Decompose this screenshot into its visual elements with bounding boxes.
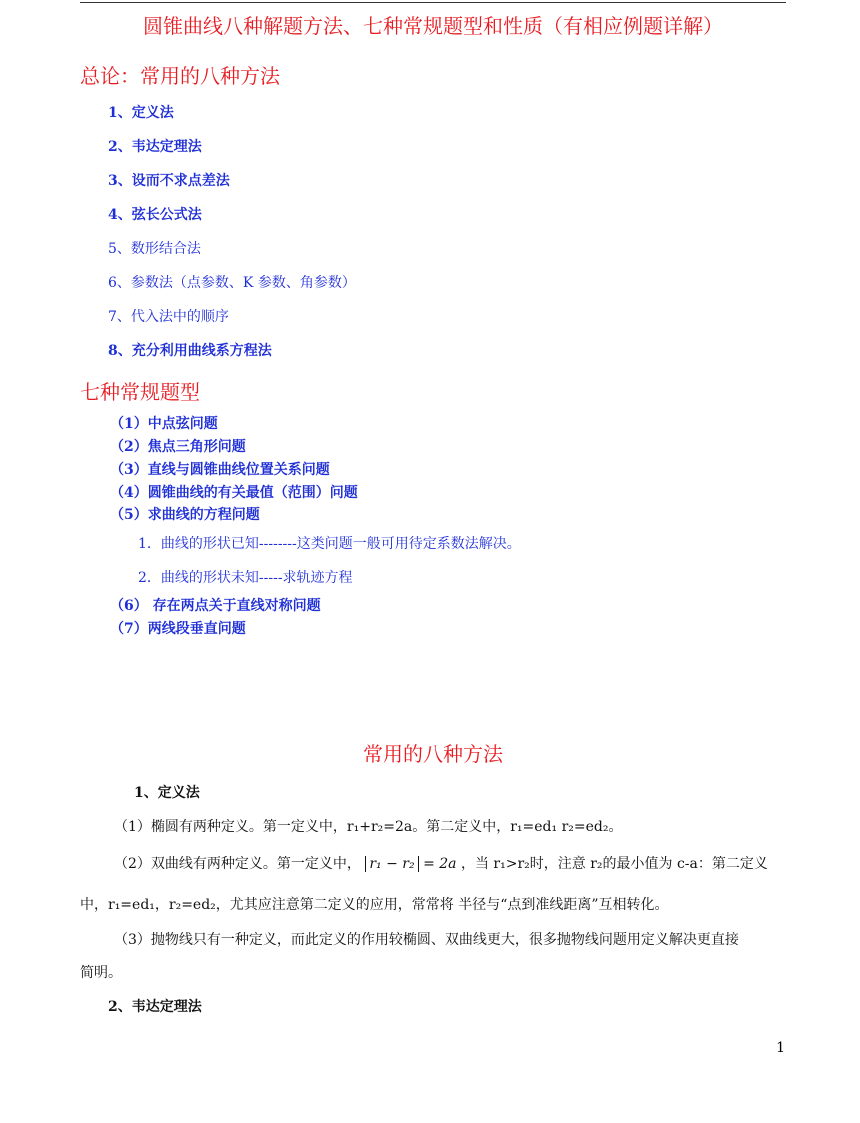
methods-heading: 总论：常用的八种方法	[80, 64, 280, 88]
method-item: 3、设而不求点差法	[108, 173, 230, 189]
paragraph-hyperbola-line2: 中，r₁=ed₁，r₂=ed₂，尤其应注意第二定义的应用，常常将 半径与“点到准线距离”互相转化。	[80, 897, 669, 913]
method-item: 2、韦达定理法	[108, 139, 202, 155]
type-item: （4）圆锥曲线的有关最值（范围）问题	[110, 485, 358, 501]
type-item: （7）两线段垂直问题	[110, 621, 246, 637]
paragraph-text: ，当 r₁>r₂时，注意 r₂的最小值为 c-a：第二定义	[460, 856, 768, 872]
paragraph-parabola-line2: 简明。	[80, 965, 122, 981]
type5-subitem: 1．曲线的形状已知--------这类问题一般可用待定系数法解决。	[138, 536, 521, 552]
types-heading: 七种常规题型	[80, 380, 200, 404]
subsection-heading: 2、韦达定理法	[108, 999, 202, 1015]
abs-formula	[365, 856, 456, 872]
top-rule	[80, 2, 786, 3]
method-item: 1、定义法	[108, 105, 174, 121]
method-item: 7、代入法中的顺序	[108, 309, 229, 325]
page-number: 1	[776, 1040, 785, 1056]
type-item: （1）中点弦问题	[110, 416, 218, 432]
method-item: 5、数形结合法	[108, 241, 201, 257]
method-item: 6、参数法（点参数、K 参数、角参数）	[108, 275, 356, 291]
paragraph-parabola-line1: （3）抛物线只有一种定义，而此定义的作用较椭圆、双曲线更大，很多抛物线问题用定义解决更直接	[114, 932, 739, 948]
paragraph-text: （2）双曲线有两种定义。第一定义中，	[114, 856, 361, 872]
document-title: 圆锥曲线八种解题方法、七种常规题型和性质（有相应例题详解）	[143, 14, 723, 38]
paragraph-hyperbola-line1	[114, 853, 768, 873]
method-item: 4、弦长公式法	[108, 207, 202, 223]
formula-rhs: = 2a	[423, 856, 457, 872]
type-item: （6） 存在两点关于直线对称问题	[110, 598, 321, 614]
type-item: （3）直线与圆锥曲线位置关系问题	[110, 462, 330, 478]
type-item: （2）焦点三角形问题	[110, 439, 246, 455]
section-title: 常用的八种方法	[363, 742, 503, 766]
method-item: 8、充分利用曲线系方程法	[108, 343, 272, 359]
formula-abs-part: r₁ − r₂	[365, 856, 418, 872]
type5-subitem: 2．曲线的形状未知-----求轨迹方程	[138, 570, 353, 586]
subsection-heading: 1、定义法	[134, 785, 200, 801]
paragraph-ellipse: （1）椭圆有两种定义。第一定义中，r₁+r₂=2a。第二定义中，r₁=ed₁ r₂=ed₂。	[114, 819, 623, 835]
type-item: （5）求曲线的方程问题	[110, 507, 260, 523]
